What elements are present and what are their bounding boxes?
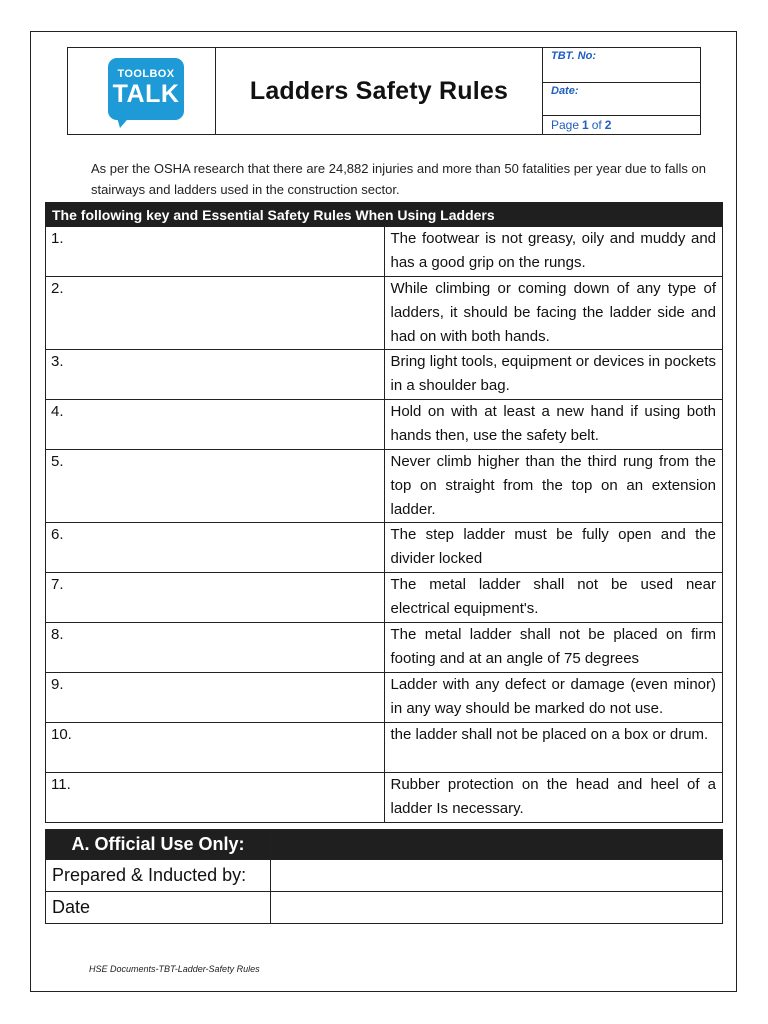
document-header — [67, 47, 701, 135]
rule-row — [46, 573, 723, 623]
rule-row — [46, 773, 723, 823]
date-field: Date: — [543, 83, 700, 116]
meta-fields — [543, 48, 700, 134]
safety-rules-table — [45, 202, 723, 823]
page-indicator — [543, 116, 700, 134]
rule-text: Never climb higher than the third rung from the top on straight from the top on an extension ladder. — [384, 450, 723, 523]
intro-paragraph: As per the OSHA research that there are 24,882 injuries and more than 50 fatalities per year due to falls on stairways and ladders used in the construction sector. — [91, 161, 706, 197]
rule-number: 3. — [46, 350, 385, 400]
official-date-label: Date — [46, 892, 271, 924]
prepared-by-value[interactable] — [271, 860, 723, 892]
official-use-table — [45, 829, 723, 924]
rule-row — [46, 350, 723, 400]
rule-text: The metal ladder shall not be placed on firm footing and at an angle of 75 degrees — [384, 623, 723, 673]
page-prefix: Page — [551, 118, 580, 132]
rule-row — [46, 723, 723, 773]
rule-row — [46, 523, 723, 573]
rule-number: 9. — [46, 673, 385, 723]
rule-text: Bring light tools, equipment or devices in pockets in a shoulder bag. — [384, 350, 723, 400]
rule-number: 8. — [46, 623, 385, 673]
logo-text-toolbox: TOOLBOX — [117, 68, 175, 80]
official-use-heading: A. Official Use Only: — [46, 830, 271, 860]
speech-bubble-tail — [116, 114, 132, 128]
rule-row — [46, 227, 723, 277]
rule-number: 1. — [46, 227, 385, 277]
rule-row — [46, 277, 723, 350]
rule-text: the ladder shall not be placed on a box or drum. — [384, 723, 723, 773]
rule-number: 4. — [46, 400, 385, 450]
rule-number: 6. — [46, 523, 385, 573]
rule-text: The footwear is not greasy, oily and muddy and has a good grip on the rungs. — [384, 227, 723, 277]
official-use-heading-blank — [271, 830, 723, 860]
document-title: Ladders Safety Rules — [216, 48, 543, 134]
page-total: 2 — [604, 118, 612, 132]
rule-number: 11. — [46, 773, 385, 823]
official-date-value[interactable] — [271, 892, 723, 924]
rule-text: The metal ladder shall not be used near electrical equipment's. — [384, 573, 723, 623]
rule-text: Rubber protection on the head and heel of a ladder Is necessary. — [384, 773, 723, 823]
tbt-number-field: TBT. No: — [543, 48, 700, 83]
toolbox-talk-logo — [68, 48, 216, 134]
rules-heading: The following key and Essential Safety Rules When Using Ladders — [46, 203, 723, 227]
rule-number: 5. — [46, 450, 385, 523]
rule-text: Ladder with any defect or damage (even minor) in any way should be marked do not use. — [384, 673, 723, 723]
rule-row — [46, 623, 723, 673]
footer-document-ref: HSE Documents-TBT-Ladder-Safety Rules — [89, 964, 260, 974]
page-current: 1 — [582, 118, 589, 132]
rule-number: 7. — [46, 573, 385, 623]
rule-row — [46, 673, 723, 723]
rule-text: The step ladder must be fully open and the divider locked — [384, 523, 723, 573]
rule-row — [46, 400, 723, 450]
rule-number: 2. — [46, 277, 385, 350]
logo-text-talk: TALK — [112, 80, 180, 108]
rule-row — [46, 450, 723, 523]
rule-number: 10. — [46, 723, 385, 773]
rule-text: Hold on with at least a new hand if using both hands then, use the safety belt. — [384, 400, 723, 450]
rule-text: While climbing or coming down of any type of ladders, it should be facing the ladder side and had on with both hands. — [384, 277, 723, 350]
page-of: of — [591, 118, 602, 132]
prepared-by-label: Prepared & Inducted by: — [46, 860, 271, 892]
